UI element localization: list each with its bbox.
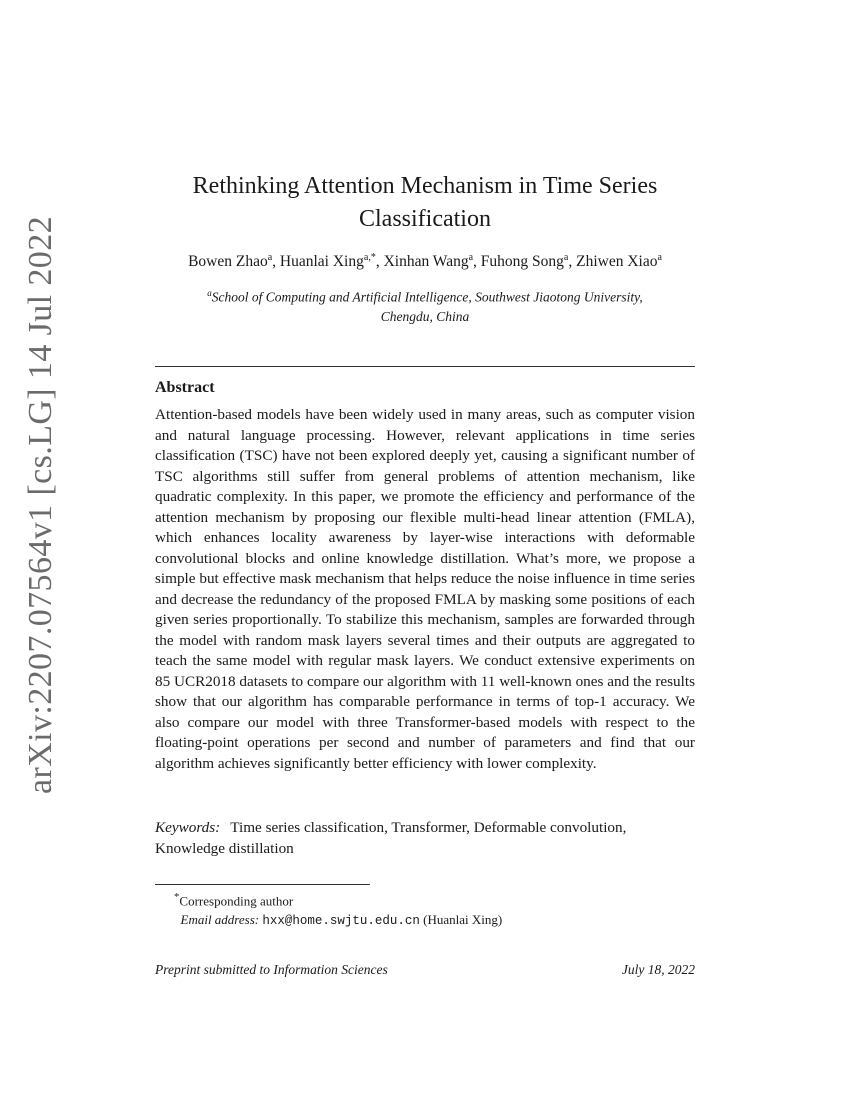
author-mark: a: [563, 252, 569, 263]
keywords-text: Time series classification, Transformer, Deformable convolution, Knowledge distillation: [155, 819, 627, 857]
author-mark: a: [468, 252, 474, 263]
footnote-mark: *: [174, 891, 180, 903]
email-label: Email address:: [180, 912, 260, 928]
footer-date: July 18, 2022: [621, 962, 695, 977]
author-name: Zhiwen Xiao: [576, 253, 658, 271]
email-link[interactable]: hxx@home.swjtu.edu.cn: [262, 914, 420, 929]
abstract-body: Attention-based models have been widely used in many areas, such as computer vision and natural language processing. However, relevant applications in time series classification (TSC) have not been explored deeply yet, causing a significant number of TSC algorithms still suffer from general problems of attention mechanism, like quadratic complexity. In this paper, we promote the efficiency and performance of the attention mechanism by proposing our flexible multi-head linear attention (FMLA), which enhances locality awareness by layer-wise interactions with deformable convolutional blocks and online knowledge distillation. What’s more, we propose a simple but effective mask mechanism that helps reduce the noise influence in time series and decrease the redundancy of the proposed FMLA by masking some positions of each given series proportionally. To stabilize this mechanism, samples are forwarded through the model with random mask layers several times and their outputs are aggregated to teach the same model with regular mask layers. We conduct extensive experiments on 85 UCR2018 datasets to compare our algorithm with 11 well-known ones and the results show that our algorithm has comparable performance in terms of top-1 accuracy. We also compare our model with three Transformer-based models with respect to the floating-point operations per second and number of parameters and find that our algorithm achieves significantly better efficiency with lower complexity.: [155, 406, 695, 772]
author-name: Fuhong Song: [480, 253, 564, 271]
paper-title: Rethinking Attention Mechanism in Time Series Classification: [192, 173, 658, 232]
keywords-label: Keywords:: [155, 819, 221, 836]
footer-journal: Preprint submitted to Information Sciences: [155, 962, 388, 977]
keywords: [155, 818, 695, 859]
arxiv-stamp: [10, 215, 72, 795]
author-list: [130, 252, 720, 271]
abstract-heading: Abstract: [155, 379, 215, 396]
author-mark: a: [267, 252, 273, 263]
footnote-email: [174, 910, 694, 931]
footnote-rule: [155, 884, 370, 885]
footnote-corresponding-text: Corresponding author: [179, 893, 294, 909]
affiliation-mark: a: [207, 288, 212, 298]
author-name: Xinhan Wang: [383, 253, 469, 271]
affiliation: [200, 284, 650, 326]
author-sep: ,: [473, 253, 481, 271]
author-mark: a,*: [363, 252, 376, 263]
footnote: [174, 888, 694, 931]
author-mark: a: [657, 252, 662, 263]
email-owner: (Huanlai Xing): [423, 912, 503, 928]
author-sep: ,: [375, 253, 384, 271]
abstract-top-rule: [155, 366, 695, 367]
author-name: Huanlai Xing: [279, 253, 364, 271]
author-sep: ,: [568, 253, 577, 271]
author-sep: ,: [272, 253, 280, 271]
author-name: Bowen Zhao: [188, 253, 268, 271]
footnote-corresponding: [174, 888, 694, 910]
arxiv-stamp-text: arXiv:2207.07564v1 [cs.LG] 14 Jul 2022: [22, 215, 59, 795]
affiliation-text: School of Computing and Artificial Intelligence, Southwest Jiaotong University, Chengdu, China: [211, 289, 643, 324]
